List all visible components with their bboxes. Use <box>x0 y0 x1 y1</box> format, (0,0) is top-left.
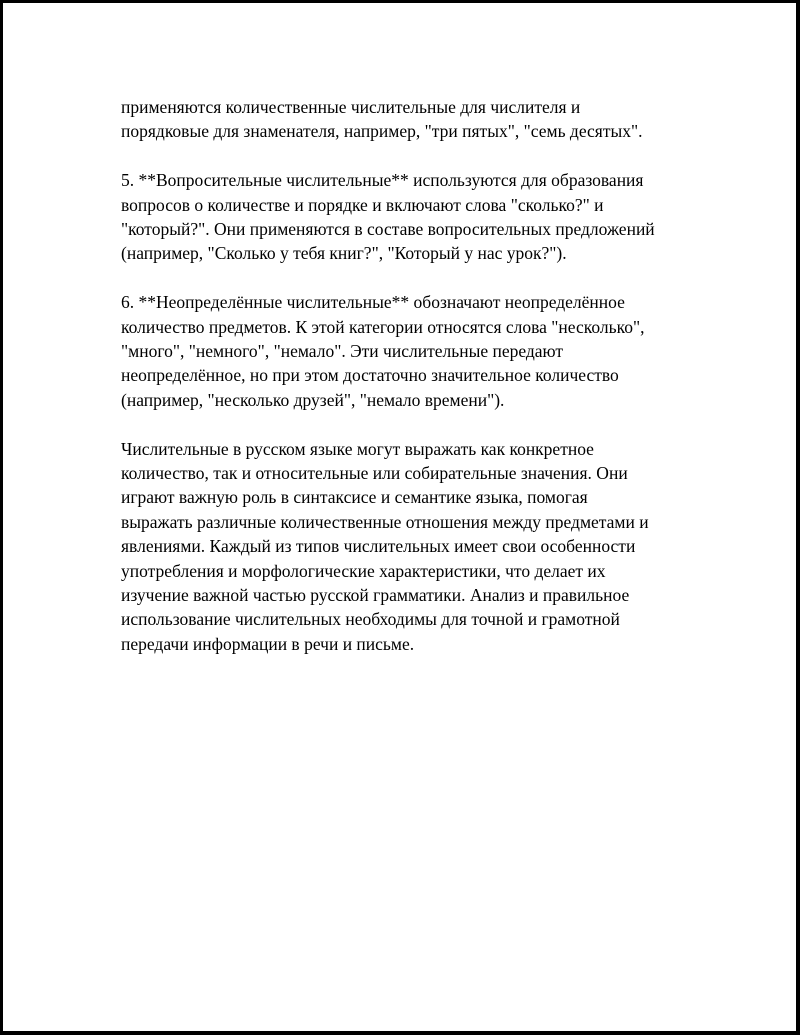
paragraph-indefinite-numerals <box>121 290 701 412</box>
text-line: (например, "Сколько у тебя книг?", "Который у нас урок?"). <box>121 243 567 264</box>
text-line: (например, "несколько друзей", "немало времени"). <box>121 389 505 410</box>
document-body <box>121 95 701 656</box>
text-line: порядковые для знаменателя, например, "три пятых", "семь десятых". <box>121 121 643 142</box>
text-line: вопросов о количестве и порядке и включают слова "сколько?" и <box>121 194 604 215</box>
paragraph-fractions <box>121 95 701 144</box>
text-line: передачи информации в речи и письме. <box>121 633 415 654</box>
text-line: применяются количественные числительные для числителя и <box>121 97 581 117</box>
paragraph-interrogative-numerals <box>121 168 701 266</box>
paragraph-gap <box>121 144 701 168</box>
text-line: количество, так и относительные или собирательные значения. Они <box>121 463 628 484</box>
text-line: изучение важной частью русской грамматики. Анализ и правильное <box>121 585 630 606</box>
text-line: количество предметов. К этой категории относятся слова "несколько", <box>121 316 645 337</box>
text-line: "много", "немного", "немало". Эти числительные передают <box>121 341 564 362</box>
text-line: 5. **Вопросительные числительные** используются для образования <box>121 170 644 191</box>
text-line: играют важную роль в синтаксисе и семантике языка, помогая <box>121 487 588 508</box>
text-line: неопределённое, но при этом достаточно значительное количество <box>121 365 619 386</box>
text-line: использование числительных необходимы для точной и грамотной <box>121 609 620 630</box>
text-line: Числительные в русском языке могут выражать как конкретное <box>121 438 594 459</box>
text-line: явлениями. Каждый из типов числительных имеет свои особенности <box>121 536 636 557</box>
paragraph-gap <box>121 412 701 436</box>
text-line: выражать различные количественные отношения между предметами и <box>121 511 649 532</box>
text-line: "который?". Они применяются в составе вопросительных предложений <box>121 219 655 240</box>
text-line: 6. **Неопределённые числительные** обозначают неопределённое <box>121 292 625 313</box>
text-line: употребления и морфологические характеристики, что делает их <box>121 560 606 581</box>
paragraph-gap <box>121 266 701 290</box>
paragraph-conclusion <box>121 437 701 657</box>
